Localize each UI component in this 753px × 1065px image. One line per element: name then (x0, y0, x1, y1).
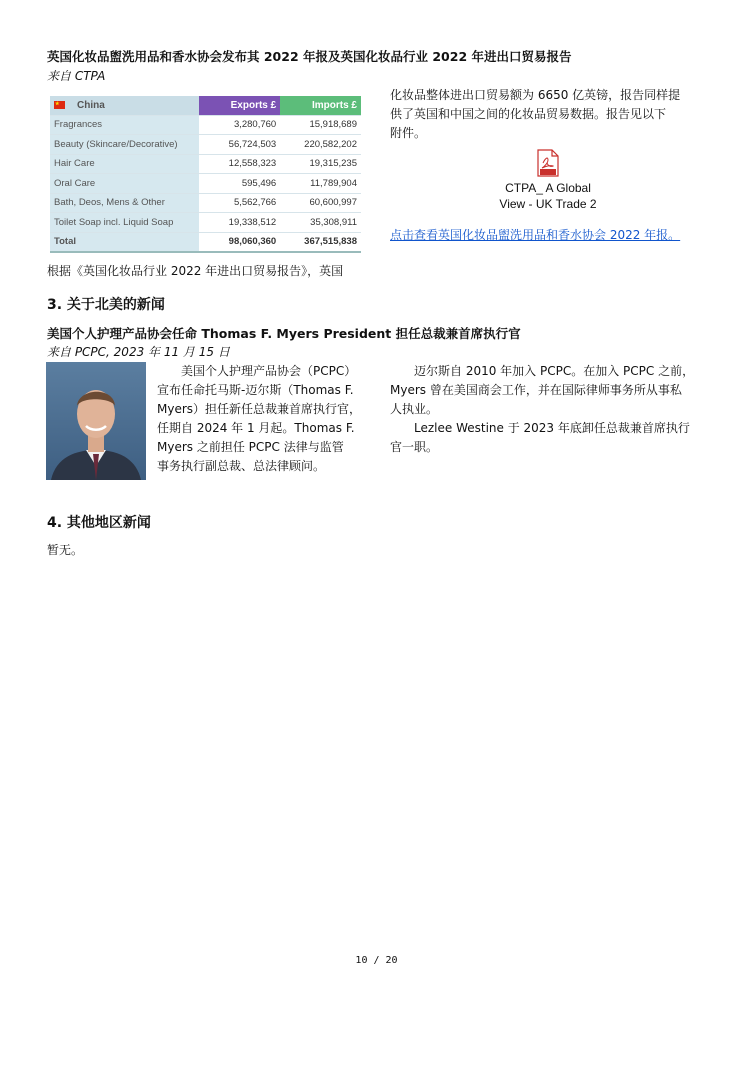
attachment-line-2: View - UK Trade 2 (499, 197, 597, 211)
article-title: 美国个人护理产品协会任命 Thomas F. Myers President 担任总裁兼首席执行官 (47, 326, 521, 341)
section-3-heading: 3. 关于北美的新闻 (47, 297, 165, 313)
table-header-imports: Imports £ (280, 96, 361, 115)
table-row: Bath, Deos, Mens & Other 5,562,766 60,600,997 (50, 193, 361, 213)
article-source: 来自 CTPA (47, 69, 106, 83)
text-line: 人执业。 (390, 402, 439, 416)
china-flag-icon (54, 101, 65, 109)
article-source: 来自 PCPC, 2023 年 11 月 15 日 (47, 345, 230, 359)
section-4-body: 暂无。 (47, 543, 84, 557)
table-row: Hair Care 12,558,323 19,315,235 (50, 154, 361, 174)
annual-report-link[interactable]: 点击查看英国化妆品盥洗用品和香水协会 2022 年报。 (390, 228, 681, 242)
text-line: 任期自 2024 年 1 月起。Thomas F. (157, 421, 355, 435)
text-line: 美国个人护理产品协会（PCPC） (181, 364, 357, 378)
attachment-line-1: CTPA_ A Global (505, 181, 591, 195)
text-line: 事务执行副总裁、总法律顾问。 (157, 459, 326, 473)
attachment-label[interactable] (488, 180, 608, 212)
text-line: Myers 之前担任 PCPC 法律与监管 (157, 440, 344, 454)
section-4-heading: 4. 其他地区新闻 (47, 515, 151, 531)
table-row: Toilet Soap incl. Liquid Soap 19,338,512 35,308,911 (50, 213, 361, 233)
table-total-row: Total 98,060,360 367,515,838 (50, 232, 361, 252)
article2-left-column (157, 362, 363, 476)
text-line: 迈尔斯自 2010 年加入 PCPC。在加入 PCPC 之前， (414, 364, 695, 378)
para-right-1: 化妆品整体进出口贸易额为 6650 亿英镑，报告同样提 (390, 88, 681, 102)
text-line: Myers）担任新任总裁兼首席执行官， (157, 402, 362, 416)
pdf-icon[interactable] (537, 149, 559, 177)
text-line: Lezlee Westine 于 2023 年底卸任总裁兼首席执行 (414, 421, 690, 435)
table-row: Fragrances 3,280,760 15,918,689 (50, 115, 361, 135)
text-line: 官一职。 (390, 440, 439, 454)
portrait-photo (46, 362, 146, 480)
para-left: 根据《英国化妆品行业 2022 年进出口贸易报告》，英国 (47, 264, 344, 278)
page-number: 10 / 20 (355, 955, 398, 966)
text-line: 宣布任命托马斯-迈尔斯（Thomas F. (157, 383, 354, 397)
text-line: Myers 曾在美国商会工作，并在国际律师事务所从事私 (390, 383, 682, 397)
table-header-exports: Exports £ (199, 96, 280, 115)
table-row: Beauty (Skincare/Decorative) 56,724,503 220,582,202 (50, 135, 361, 155)
table-header-country: ★China (50, 96, 199, 115)
para-right-3: 附件。 (390, 126, 427, 140)
article2-right-column (390, 362, 710, 457)
article-title: 英国化妆品盥洗用品和香水协会发布其 2022 年报及英国化妆品行业 2022 年进出口贸易报告 (47, 49, 572, 64)
para-right-2: 供了英国和中国之间的化妆品贸易数据。报告见以下 (390, 107, 667, 121)
trade-table (50, 96, 361, 253)
table-row: Oral Care 595,496 11,789,904 (50, 174, 361, 194)
table-header-row (50, 96, 361, 115)
